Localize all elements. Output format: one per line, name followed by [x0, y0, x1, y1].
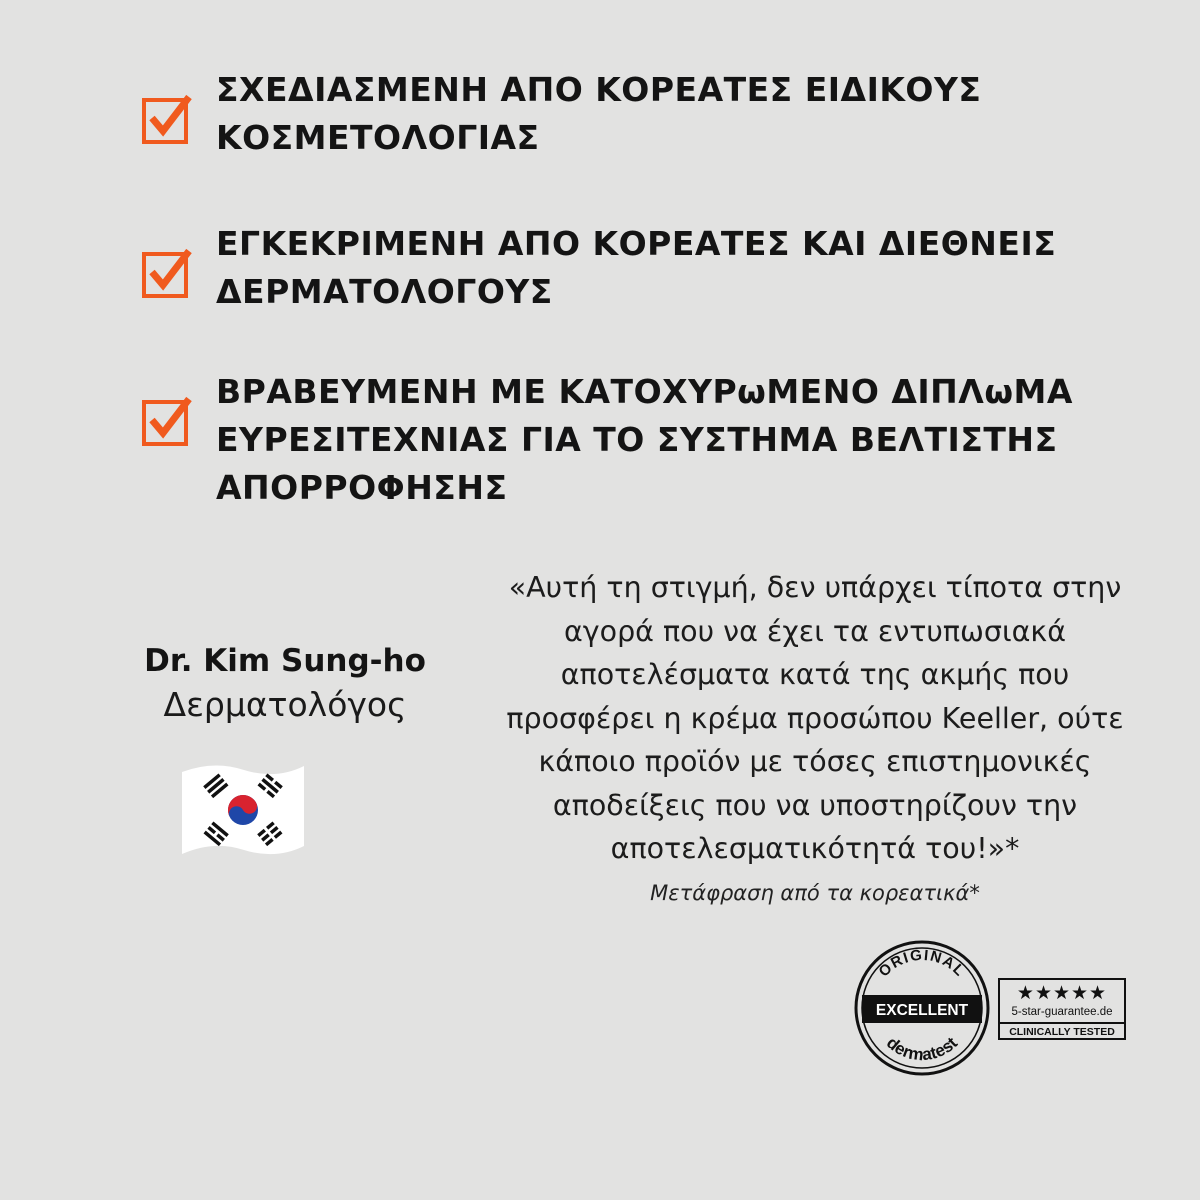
quote-line: αποδείξεις που να υποστηρίζουν την: [552, 788, 1078, 822]
star-rating-icon: ★★★★★: [1016, 982, 1108, 1004]
doctor-name: Dr. Kim Sung-ho: [144, 643, 426, 679]
quote-line: προσφέρει η κρέμα προσώπου Keeller, ούτε: [506, 701, 1124, 735]
doctor-info: [70, 640, 500, 728]
feature-line: ΔΕΡΜΑΤΟΛΟΓΟΥΣ: [216, 272, 553, 311]
clinically-tested-label: CLINICALLY TESTED: [1000, 1022, 1124, 1040]
feature-line: ΒΡΑΒΕΥΜΕΝΗ ΜΕ ΚΑΤΟΧΥΡωΜΕΝΟ ΔΙΠΛωΜΑ: [216, 372, 1073, 411]
feature-line: ΑΠΟΡΡΟΦΗΣΗΣ: [216, 468, 508, 507]
guarantee-site: 5-star-guarantee.de: [1011, 1006, 1113, 1018]
feature-line: ΣΧΕΔΙΑΣΜΕΝΗ ΑΠΟ ΚΟΡΕΑΤΕΣ ΕΙΔΙΚΟΥΣ: [216, 70, 982, 109]
quote-line: αποτελέσματα κατά της ακμής που: [560, 658, 1070, 691]
feature-line: ΕΥΡΕΣΙΤΕΧΝΙΑΣ ΓΙΑ ΤΟ ΣΥΣΤΗΜΑ ΒΕΛΤΙΣΤΗΣ: [216, 420, 1058, 459]
orange-checkbox-icon: [140, 394, 194, 448]
seal-bottom-text: dermatest: [882, 1033, 962, 1065]
quote-line: «Αυτή τη στιγμή, δεν υπάρχει τίποτα στην: [508, 571, 1122, 604]
feature-text: [216, 66, 1116, 162]
seal-center-text: EXCELLENT: [875, 1002, 969, 1019]
quote-line: αγορά που να έχει τα εντυπωσιακά: [564, 614, 1066, 648]
orange-checkbox-icon: [140, 92, 194, 146]
feature-text: [216, 220, 1116, 316]
orange-checkbox-icon: [140, 246, 194, 300]
quote-line: αποτελεσματικότητά του!»*: [610, 832, 1020, 865]
feature-line: ΕΓΚΕΚΡΙΜΕΝΗ ΑΠΟ ΚΟΡΕΑΤΕΣ ΚΑΙ ΔΙΕΘΝΕΙΣ: [216, 224, 1057, 263]
seal-top-text: ORIGINAL: [875, 946, 969, 981]
testimonial-quote: [470, 566, 1160, 871]
feature-text: [216, 368, 1116, 512]
doctor-role: Δερματολόγος: [163, 685, 407, 724]
translation-note: Μετάφραση από τα κορεατικά*: [650, 881, 980, 905]
dermatest-seal-icon: [852, 938, 992, 1078]
feature-line: ΚΟΣΜΕΤΟΛΟΓΙΑΣ: [216, 118, 540, 157]
south-korea-flag-icon: [180, 760, 306, 860]
quote-line: κάποιο προϊόν με τόσες επιστημονικές: [538, 745, 1092, 778]
five-star-guarantee-badge: [998, 978, 1126, 1040]
